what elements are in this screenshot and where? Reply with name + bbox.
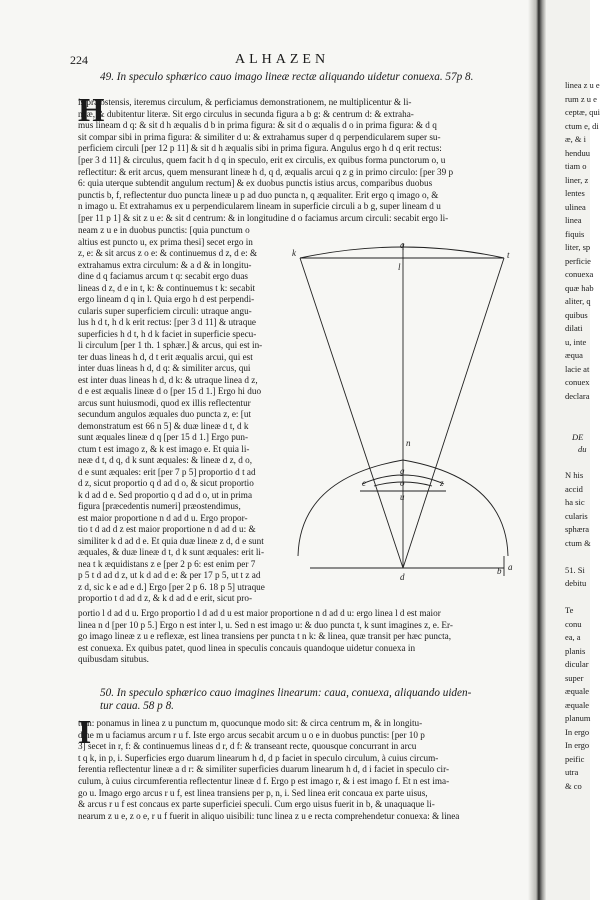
- facing-page-line: æ, & i: [565, 134, 587, 144]
- facing-page-line: linea z u e: [565, 80, 600, 90]
- text-line: superficies h d t, h d k faciet in superficie specu-: [78, 328, 257, 339]
- facing-page-line: conuex: [565, 377, 590, 387]
- facing-page-line: rum z u e: [565, 93, 597, 104]
- figure-diagram: [290, 238, 516, 610]
- facing-page-line: perficie: [565, 255, 591, 266]
- text-line: mus lineam d q: & sit d h æqualis d b in prima figura: & sit d o æqualis d o in prima figura: & d q: [78, 120, 437, 131]
- geometric-figure: [290, 238, 516, 610]
- text-line: lineas d z, d e in t, k: & continuemus t k: secabit: [78, 282, 256, 293]
- facing-page-line: cularis: [565, 510, 588, 521]
- text-line: [per 11 p 1] & sit z u e: & sit d centrum: & in longitudine d o faciamus arcum circuli: secabit ergo li-: [78, 213, 449, 223]
- facing-page-line: quæ hab: [565, 282, 594, 293]
- facing-page-line: sphæra: [565, 524, 590, 534]
- text-line: altius est puncto u, ex prima thesi] secet ergo in: [78, 236, 253, 247]
- text-line: est inter duas lineas h d, d k: & utraque linea d z,: [78, 374, 258, 385]
- facing-page-line: ea, a: [565, 632, 581, 642]
- text-line: quibusdam situbus.: [78, 654, 149, 665]
- text-line: lus h d t, h d k erit rectus: [per 3 d 11] & utraque: [78, 317, 257, 327]
- facing-page-line: declara: [565, 390, 590, 401]
- label-d: d: [400, 572, 405, 582]
- facing-page-line: ceptæ, qui: [565, 107, 600, 117]
- label-z: z: [440, 478, 444, 488]
- facing-page-section-sub: du: [578, 444, 587, 454]
- text-line: ter duas lineas h d, d t erit æqualis arcui, qui est: [78, 351, 253, 362]
- facing-page-section-heading: DE: [572, 432, 584, 442]
- text-line: d e est æqualis lineæ d o [per 15 d 1.] Ergo hi duo: [78, 386, 262, 396]
- facing-page-line: ulinea: [565, 201, 586, 212]
- facing-page-line: dilati: [565, 323, 583, 333]
- line-d-k: [300, 258, 403, 568]
- facing-page-line: lacie at: [565, 363, 590, 374]
- text-line: nearum z u e, z o e, r u f fuerit in aliquo uisibili: tunc linea z u e recta comprehendetur conuexa: & linea: [78, 810, 460, 821]
- text-line: d z, sicut proportio q d ad d o, & sicut proportio: [78, 478, 254, 488]
- label-u: u: [400, 492, 405, 502]
- facing-page-line: dicular: [565, 659, 589, 669]
- text-line: k d ad d e. Sed proportio q d ad d o, ut in prima: [78, 489, 253, 500]
- label-e: e: [362, 478, 366, 488]
- text-line: n imago u. Et extrahamus ex u perpendicularem lineam in superficie circuli a b g, super lineam d u: [78, 201, 441, 212]
- text-line: dine d q faciamus arcum t q: secabit ergo duas: [78, 271, 248, 281]
- facing-page-line: liner, z: [565, 174, 589, 185]
- text-line: ergo lineam d q in l. Quia ergo h d est perpendi-: [78, 294, 255, 304]
- facing-page-line: liter, sp: [565, 242, 591, 252]
- text-line: ctum t est imago z, & k est imago e. Et quia li-: [78, 443, 250, 454]
- text-line: go u. Imago ergo arcus r u f, est linea transiens per p, n, i. Sed linea erit concaua ex parte uisus,: [78, 787, 428, 798]
- page-number: 224: [70, 53, 88, 67]
- label-a: a: [508, 562, 513, 572]
- facing-page-line: æqua: [565, 350, 583, 360]
- facing-page-line: henduu: [565, 147, 591, 158]
- text-line: perficiem circuli [per 12 p 11] & sit d h æqualis sibi in prima figura. Angulus ergo h d q erit rectus:: [78, 143, 442, 154]
- text-line: 6: quia uterque subtendit angulum rectum] & ex duobus punctis istius arcus, comparibus duobus: [78, 178, 433, 189]
- facing-page-line: æquale: [565, 686, 590, 696]
- line-d-t: [403, 258, 504, 568]
- text-line: est maior proportione n d ad d u. Ergo propor-: [78, 512, 248, 523]
- text-line: linea n d [per 10 p 5.] Ergo n est inter l, u. Sed n est imago u: & duo puncta t, k sunt imagines z, e. Er-: [78, 619, 453, 630]
- facing-page-line: Te: [565, 605, 574, 615]
- proposition-50-heading: [100, 687, 510, 713]
- text-line: arcus sunt huiusmodi, quod ex illis reflectentur: [78, 397, 251, 408]
- label-l: l: [398, 262, 401, 272]
- text-line: demonstratum est 66 n 5] & duæ lineæ d t, d k: [78, 420, 249, 431]
- drop-cap-i: I: [78, 714, 92, 751]
- text-line: portio l d ad d u. Ergo proportio l d ad d u est maior proportione n d ad d u: ergo linea l d est maior: [78, 608, 441, 618]
- facing-page-line: planum: [565, 713, 591, 723]
- facing-page-line: ctum e, di: [565, 120, 599, 131]
- running-title: ALHAZEN: [235, 52, 330, 67]
- text-line: sit compar sibi in prima figura: & similiter d u: & extrahamus super d q perpendicularem super su-: [78, 131, 441, 142]
- text-line: 3] secet in r, f: & continuemus lineas d r, d f: & transeant recte, quousque concurrant in arcu: [78, 741, 417, 752]
- facing-page-line: accid: [565, 483, 583, 494]
- facing-page-line: linea: [565, 215, 582, 225]
- label-g: g: [400, 466, 405, 476]
- text-line: neæ d t, d q, d k sunt æquales: & lineæ d z, d o,: [78, 455, 253, 465]
- text-line: proportio t d ad d z, & k d ad d e erit, sicut pro-: [78, 593, 253, 603]
- text-line: is præostensis, iteremus circulum, & perficiamus demonstrationem, ne multiplicentur & li-: [78, 97, 412, 107]
- proposition-50-heading-line-1: 50. In speculo sphærico cauo imagines linearum: caua, conuexa, aliquando uiden-: [100, 687, 472, 699]
- text-line: cularis super superficiem circuli: utraque angu-: [78, 305, 252, 316]
- facing-page-line: 51. Si: [565, 564, 585, 575]
- text-line: similiter k d ad d e. Et quia duæ lineæ z d, d e sunt: [78, 535, 264, 546]
- text-line: p 5 t d ad d z, ut k d ad d e: & per 17 p 5, ut t z ad: [78, 570, 261, 580]
- text-line: tem: ponamus in linea z u punctum m, quocunque modo sit: & circa centrum m, & in longitu-: [78, 718, 423, 728]
- text-line: est conuexa. Ex quibus patet, quod linea in speculis concauis quandoque uidetur conuexa in: [78, 642, 416, 653]
- text-line: z d, sic k e ad e d.] Ergo [per 2 p 6. 18 p 5] utraque: [78, 581, 265, 592]
- proposition-50-heading-line-2: tur caua. 58 p 8.: [100, 700, 174, 712]
- text-line: tio t d ad d z est maior proportione n d ad d u: &: [78, 524, 256, 534]
- label-o: o: [400, 478, 405, 488]
- facing-page-line: & co: [565, 780, 582, 791]
- text-line: z, e: & sit arcus z o e: & continuemus d z, d e: &: [78, 248, 258, 258]
- facing-page-line: lentes: [565, 188, 585, 198]
- facing-page-line: conuexa: [565, 269, 594, 279]
- drop-cap-h: H: [78, 92, 105, 129]
- label-n: n: [406, 438, 411, 448]
- text-line: inter duas lineas h d, d q: & similiter arcus, qui: [78, 363, 251, 373]
- text-line: reflectitur: & erit arcus, quem mensurant lineæ h d, q d, æqualis arcui q z g in primo circulo: [per 39 p: [78, 166, 454, 177]
- text-line: neæ, & dubitentur literæ. Sit ergo circulus in secunda figura a b g: & centrum d: & extraha-: [78, 108, 414, 119]
- facing-page-line: ha sic: [565, 497, 585, 507]
- text-line: [per 3 d 11] & circulus, quem facit h d q in speculo, erit ex circulis, ex quibus forma punctorum o, u: [78, 155, 446, 165]
- text-line: t q k, in p, i. Superficies ergo duarum linearum h d, d p faciet in speculo circulum, à cuius circum-: [78, 752, 439, 763]
- text-line: secundum angulos æquales duo puncta z, e: [ut: [78, 409, 251, 419]
- text-line: nea t k æquidistans z e [per 2 p 6: est enim per 7: [78, 558, 256, 569]
- text-line: go imago lineæ z u e reflexæ, est linea transiens per puncta t n k: & linea, quæ transit per hæc puncta,: [78, 631, 452, 642]
- facing-page-line: u, inte: [565, 336, 587, 347]
- facing-page-line: In ergo: [565, 726, 590, 737]
- facing-page-line: conu: [565, 618, 582, 629]
- text-line: punctis b, f, reflectentur duo puncta lineæ u p ad duo puncta n, q æqualiter. Erit ergo q imago o, &: [78, 189, 439, 200]
- text-line: dine m u faciamus arcum r u f. Iste ergo arcus secabit arcum u o e in duobus punctis: [per 10 p: [78, 729, 425, 740]
- facing-page-line: super: [565, 672, 584, 683]
- facing-page-line: planis: [565, 645, 586, 656]
- facing-page-line: aliter, q: [565, 296, 591, 306]
- facing-page-line: æquale: [565, 699, 590, 710]
- text-line: figura [præcedentis numeri] præostendimus,: [78, 501, 241, 511]
- text-line: d e sunt æquales: erit [per 7 p 5] proportio d t ad: [78, 466, 256, 477]
- label-t: t: [507, 250, 510, 260]
- text-line: sunt æquales lineæ d q [per 15 d 1.] Ergo pun-: [78, 432, 249, 442]
- text-line: & arcus r u f est concaus ex parte superficiei speculi. Cum ergo uisus fuerit in b, & unaquaque li-: [78, 799, 435, 810]
- facing-page-line: In ergo: [565, 740, 590, 750]
- text-line: extrahamus extra circulum: & a d & in longitu-: [78, 259, 252, 270]
- text-line: ferentia reflectentur lineæ a d r: & similiter superficies duarum linearum h d, d i faciet in speculo cir-: [78, 764, 450, 775]
- label-k: k: [292, 248, 296, 258]
- facing-page-line: N his: [565, 470, 584, 480]
- facing-page-line: quibus: [565, 309, 588, 320]
- text-line: æquales, & duæ lineæ d t, d k sunt æquales: erit li-: [78, 547, 265, 557]
- text-line: li circulum [per 1 th. 1 sphær.] & arcus, qui est in-: [78, 340, 263, 350]
- facing-page-line: fiquis: [565, 228, 585, 239]
- facing-page-line: debitu: [565, 578, 587, 588]
- proposition-49-heading: 49. In speculo sphærico cauo imago lineæ rectæ aliquando uidetur conuexa. 57p 8.: [100, 71, 474, 83]
- facing-page-line: peific: [565, 753, 585, 764]
- facing-page-line: ctum &: [565, 537, 591, 548]
- label-q: q: [400, 240, 405, 250]
- facing-page-line: utra: [565, 767, 579, 777]
- label-b: b: [497, 566, 502, 576]
- facing-page-line: tiam o: [565, 161, 587, 171]
- book-gutter: [528, 0, 546, 900]
- text-line: neam z u e in duobus punctis: [quia punctum o: [78, 225, 250, 235]
- text-line: culum, à cuius circumferentia reflectentur lineæ d f. Ergo p est imago r, & i est imago f. Et n est ima-: [78, 776, 450, 786]
